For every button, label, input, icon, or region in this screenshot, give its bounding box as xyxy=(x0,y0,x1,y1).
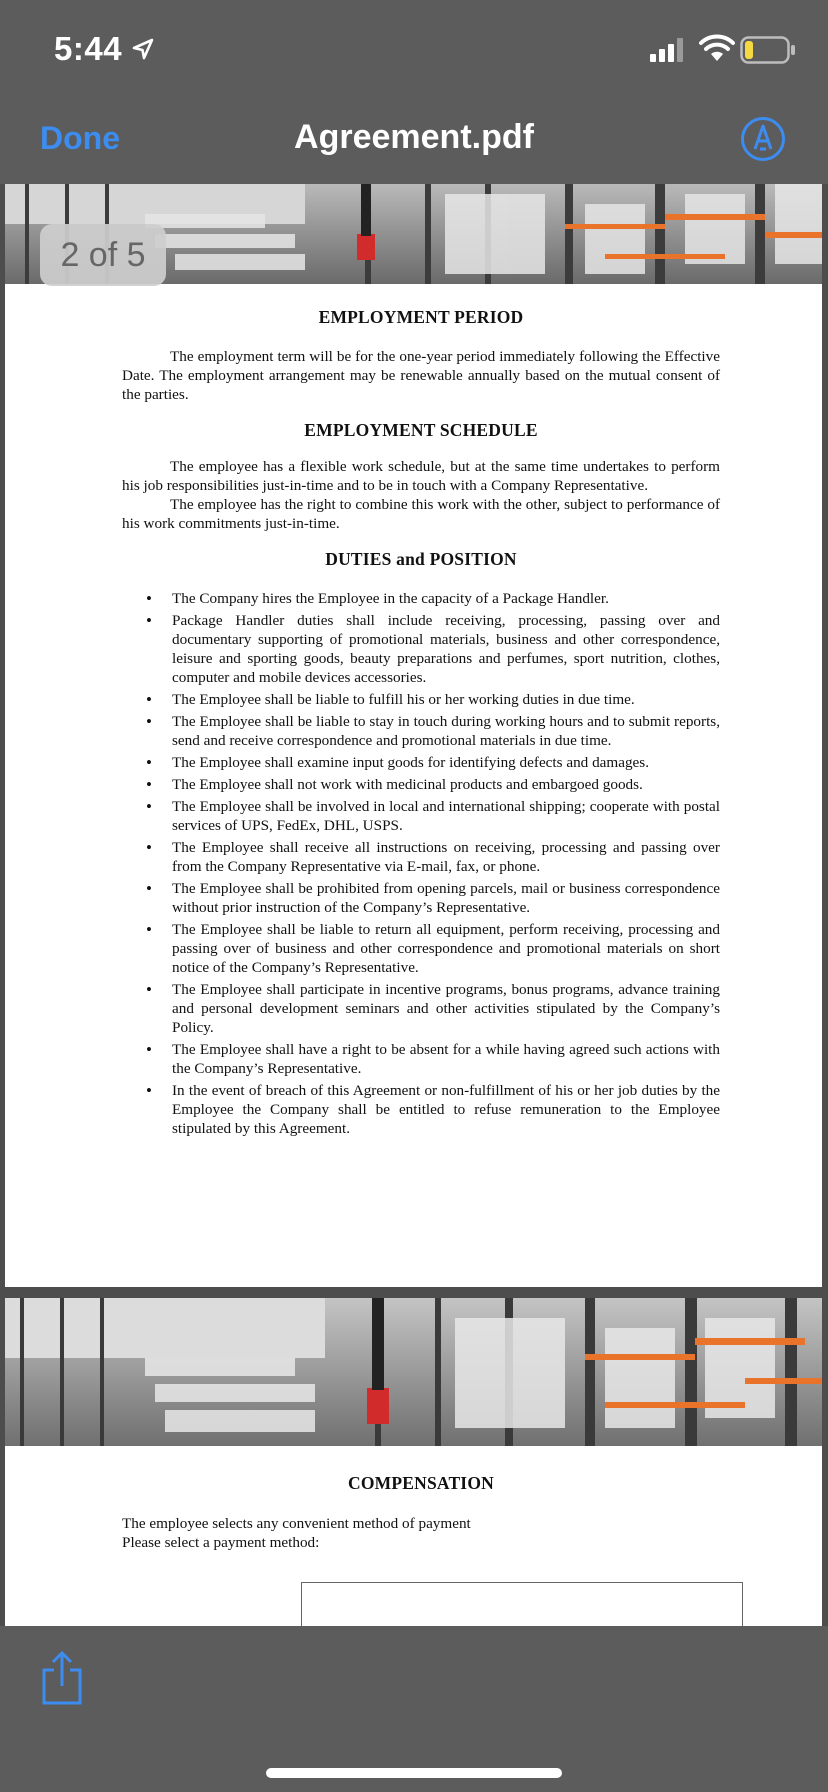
done-button[interactable]: Done xyxy=(40,120,120,156)
list-item: • The Employee shall examine input goods for identifying defects and damages. xyxy=(172,753,720,772)
warehouse-banner-image xyxy=(5,1298,822,1446)
paragraph: The employee has the right to combine this work with the other, subject to performance of his work commitments just-in-time. xyxy=(122,496,720,532)
document-text xyxy=(122,308,720,1141)
list-item: • The Employee shall not work with medicinal products and embargoed goods. xyxy=(172,775,720,794)
section-heading: EMPLOYMENT SCHEDULE xyxy=(304,420,538,440)
duties-list xyxy=(122,589,720,1138)
status-time: 5:44 xyxy=(54,30,123,67)
section-heading: COMPENSATION xyxy=(348,1473,494,1493)
list-item: • The Employee shall receive all instructions on receiving, processing and passing over from the Company Representative via E-mail, fax, or phone. xyxy=(172,838,720,876)
list-item: • The Employee shall participate in incentive programs, bonus programs, advance training and personal development seminars and other activities stipulated by the Company’s Policy. xyxy=(172,980,720,1037)
pdf-page xyxy=(5,184,822,1287)
battery-icon xyxy=(740,36,796,64)
list-item: • The Employee shall be prohibited from opening parcels, mail or business correspondence without prior instruction of the Company’s Representative. xyxy=(172,879,720,917)
page-indicator: 2 of 5 xyxy=(40,224,166,286)
cellular-signal-icon xyxy=(650,38,690,62)
list-item: • The Employee shall be involved in local and international shipping; cooperate with postal services of UPS, FedEx, DHL, USPS. xyxy=(172,797,720,835)
pdf-viewer[interactable] xyxy=(0,184,828,1626)
paragraph: Please select a payment method: xyxy=(122,1534,320,1551)
document-text xyxy=(122,1474,720,1552)
section-heading: EMPLOYMENT PERIOD xyxy=(318,307,524,327)
pdf-page xyxy=(5,1298,822,1658)
list-item: • The Company hires the Employee in the capacity of a Package Handler. xyxy=(172,589,720,608)
home-indicator xyxy=(266,1768,562,1778)
list-item: • The Employee shall be liable to stay in touch during working hours and to submit reports, send and receive correspondence and promotional materials in due time. xyxy=(172,712,720,750)
bottom-toolbar xyxy=(0,1626,828,1792)
location-arrow-icon xyxy=(132,38,154,60)
section-heading: DUTIES and POSITION xyxy=(325,549,517,569)
list-item: • Package Handler duties shall include receiving, processing, passing over and documentary supporting of promotional materials, business and other correspondence, leisure and sporting goods, beauty preparations and perfumes, sport nutrition, clothes, computer and mobile devices accessories. xyxy=(172,611,720,687)
list-item: • The Employee shall be liable to fulfill his or her working duties in due time. xyxy=(172,690,720,709)
status-bar xyxy=(0,0,828,96)
markup-pen-icon[interactable] xyxy=(740,116,786,162)
share-icon[interactable] xyxy=(40,1650,84,1706)
list-item: • The Employee shall have a right to be absent for a while having agreed such actions with the Company’s Representative. xyxy=(172,1040,720,1078)
paragraph: The employee selects any convenient method of payment xyxy=(122,1515,471,1532)
nav-bar xyxy=(0,96,828,184)
wifi-icon xyxy=(700,36,734,62)
document-title: Agreement.pdf xyxy=(294,118,534,156)
paragraph: The employment term will be for the one-year period immediately following the Effective Date. The employment arrangement may be renewable annually based on the mutual consent of the parties. xyxy=(122,348,720,403)
list-item: • The Employee shall be liable to return all equipment, perform receiving, processing and passing over of business and other correspondence and promotional materials on short notice of the Company’s Representative. xyxy=(172,920,720,977)
paragraph: The employee has a flexible work schedule, but at the same time undertakes to perform his job responsibilities just-in-time and to be in touch with a Company Representative. xyxy=(122,458,720,494)
list-item: • In the event of breach of this Agreement or non-fulfillment of his or her job duties by the Employee the Company shall be entitled to refuse remuneration to the Employee stipulated by this Agreement. xyxy=(172,1081,720,1138)
